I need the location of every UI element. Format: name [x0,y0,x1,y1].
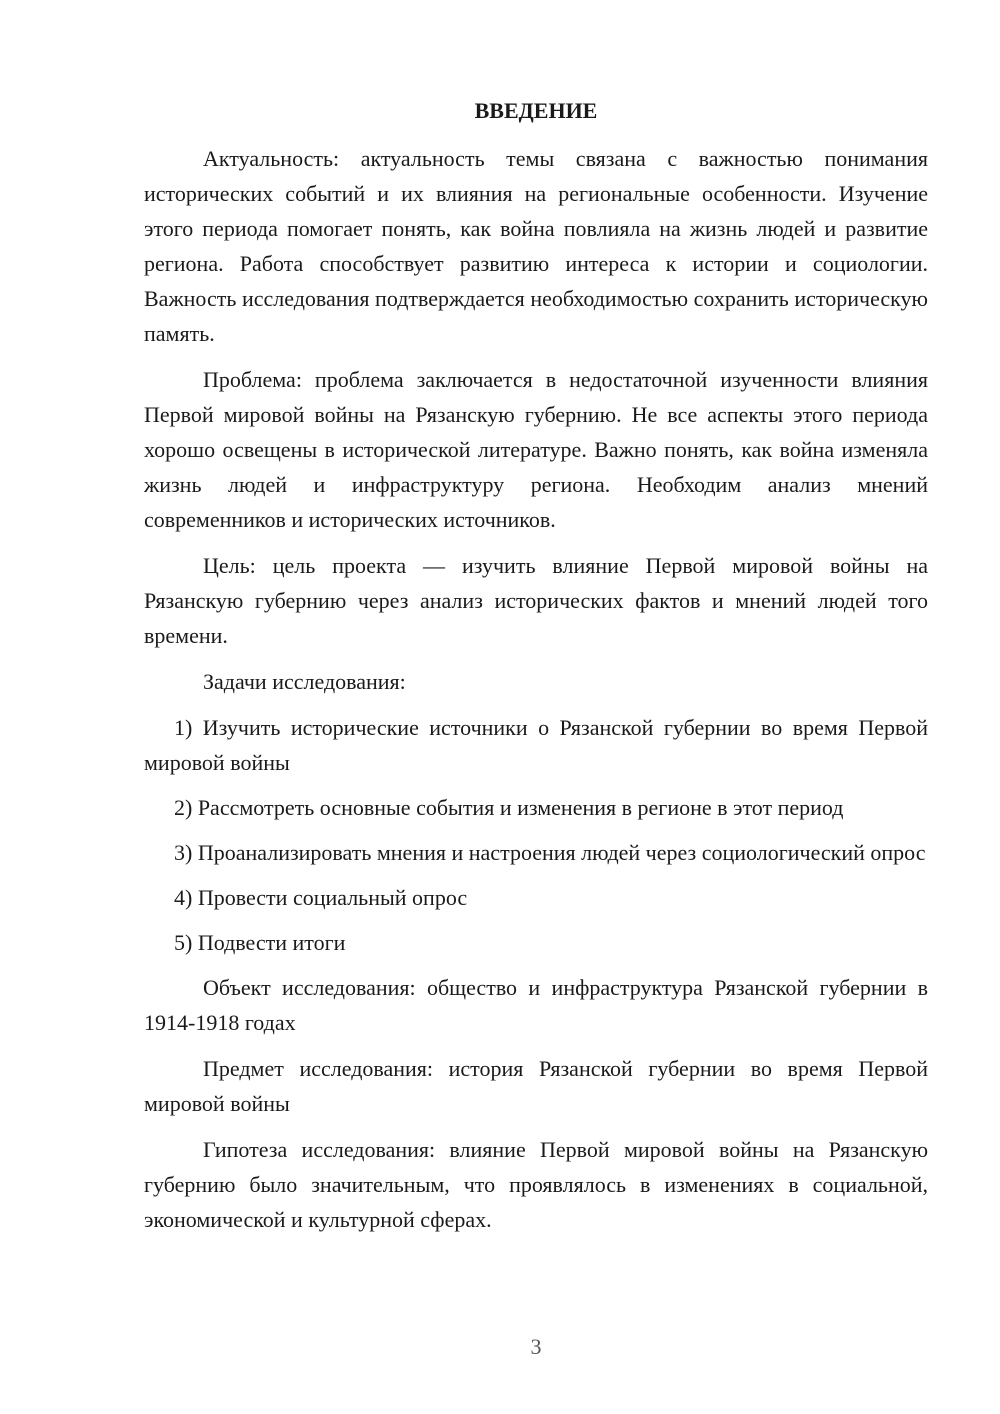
list-item: 3) Проанализировать мнения и настроения людей через социологический опрос [174,840,926,865]
tasks-list [144,710,928,960]
list-item: 5) Подвести итоги [174,930,346,955]
page-number: 3 [530,1334,542,1359]
list-item: 4) Провести социальный опрос [174,885,468,910]
document-page [144,94,928,1248]
paragraph-hypothesis: Гипотеза исследования: влияние Первой мировой войны на Рязанскую губернию было значительным, что проявлялось в изменениях в социальной, экономической и культурной сферах. [144,1137,928,1232]
paragraph-problem: Проблема: проблема заключается в недостаточной изученности влияния Первой мировой войны на Рязанскую губернию. Не все аспекты этого периода хорошо освещены в исторической литературе. Важно понять, как война изменяла жизнь людей и инфраструктуру региона. Необходим анализ мнений современников и исторических источников. [144,367,928,532]
paragraph-object: Объект исследования: общество и инфраструктура Рязанской губернии в 1914-1918 годах [144,975,928,1035]
paragraph-goal: Цель: цель проекта — изучить влияние Первой мировой войны на Рязанскую губернию через анализ исторических фактов и мнений людей того времени. [144,553,928,648]
list-item: 2) Рассмотреть основные события и изменения в регионе в этот период [174,795,844,820]
tasks-heading: Задачи исследования: [203,669,406,694]
paragraph-subject: Предмет исследования: история Рязанской губернии во время Первой мировой войны [144,1056,928,1116]
paragraph-relevance: Актуальность: актуальность темы связана с важностью понимания исторических событий и их влияния на региональные особенности. Изучение этого периода помогает понять, как война повлияла на жизнь людей и развитие региона. Работа способствует развитию интереса к истории и социологии. Важность исследования подтверждается необходимостью сохранить историческую память. [144,146,928,346]
list-item: 1) Изучить исторические источники о Рязанской губернии во время Первой мировой войны [144,715,928,775]
page-title: ВВЕДЕНИЕ [474,98,598,123]
